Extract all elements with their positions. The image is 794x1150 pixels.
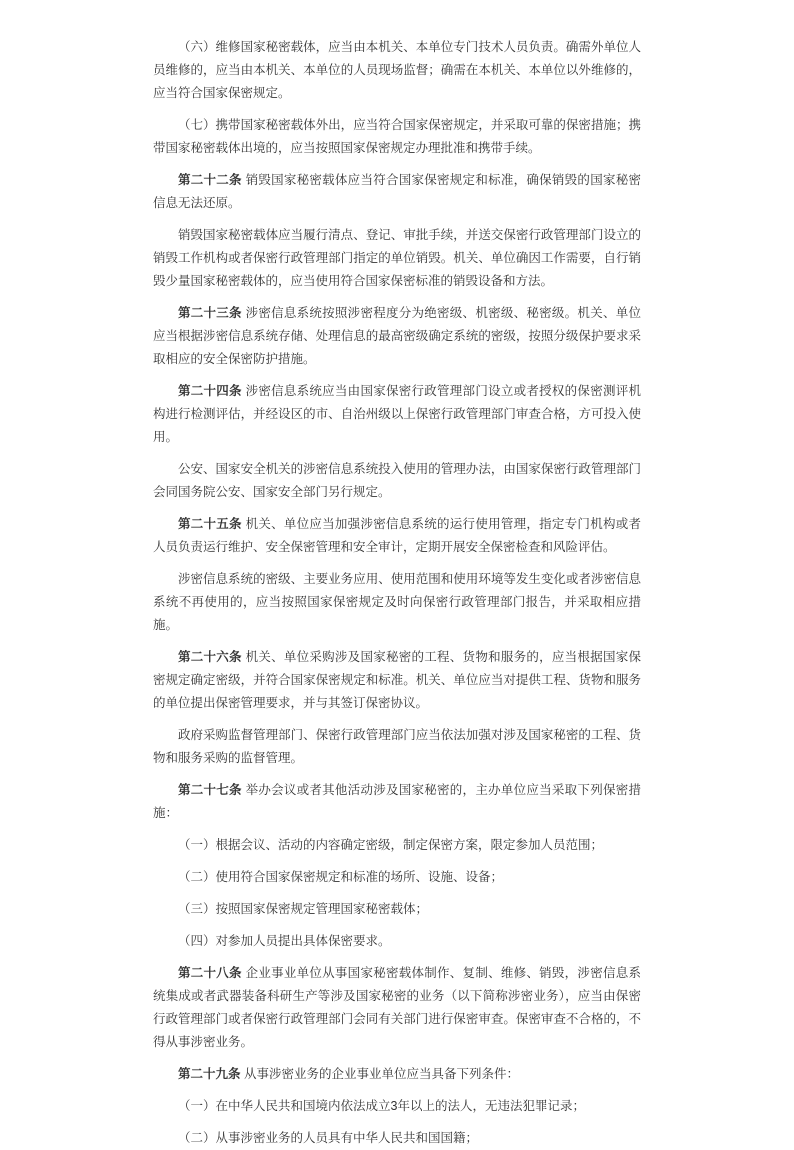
body-paragraph: 政府采购监督管理部门、保密行政管理部门应当依法加强对涉及国家秘密的工程、货物和服务采购的监督管理。 (153, 728, 641, 765)
list-item-paragraph: （二）使用符合国家保密规定和标准的场所、设施、设备； (178, 870, 504, 884)
article-number: 第二十五条 (178, 517, 242, 531)
article-number: 第二十四条 (178, 384, 242, 398)
list-item-paragraph: （一）根据会议、活动的内容确定密级，制定保密方案，限定参加人员范围； (178, 838, 604, 852)
article-paragraph: 第二十九条 从事涉密业务的企业事业单位应当具备下列条件： (178, 1067, 519, 1081)
article-number: 第二十六条 (178, 650, 242, 664)
body-paragraph: 公安、国家安全机关的涉密信息系统投入使用的管理办法，由国家保密行政管理部门会同国务院公安、国家安全部门另行规定。 (153, 462, 641, 499)
list-item-paragraph: （三）按照国家保密规定管理国家秘密载体； (178, 902, 429, 916)
body-paragraph: 销毁国家秘密载体应当履行清点、登记、审批手续，并送交保密行政管理部门设立的销毁工作机构或者保密行政管理部门指定的单位销毁。机关、单位确因工作需要，自行销毁少量国家秘密载体的，应当使用符合国家保密标准的销毁设备和方法。 (153, 228, 641, 288)
list-item-paragraph: （四）对参加人员提出具体保密要求。 (178, 934, 391, 948)
article-number: 第二十三条 (178, 306, 242, 320)
article-number: 第二十二条 (178, 173, 242, 187)
article-number: 第二十八条 (178, 966, 242, 980)
body-paragraph: 涉密信息系统的密级、主要业务应用、使用范围和使用环境等发生变化或者涉密信息系统不再使用的，应当按照国家保密规定及时向保密行政管理部门报告，并采取相应措施。 (153, 572, 641, 632)
article-paragraph: 第二十五条 机关、单位应当加强涉密信息系统的运行使用管理，指定专门机构或者人员负责运行维护、安全保密管理和安全审计，定期开展安全保密检查和风险评估。 (153, 517, 641, 554)
article-paragraph: 第二十三条 涉密信息系统按照涉密程度分为绝密级、机密级、秘密级。机关、单位应当根据涉密信息系统存储、处理信息的最高密级确定系统的密级，按照分级保护要求采取相应的安全保密防护措施。 (153, 306, 641, 366)
list-item-paragraph: （二）从事涉密业务的人员具有中华人民共和国国籍； (178, 1131, 479, 1145)
article-number: 第二十七条 (178, 783, 242, 797)
article-paragraph: 第二十二条 销毁国家秘密载体应当符合国家保密规定和标准，确保销毁的国家秘密信息无法还原。 (153, 173, 641, 210)
article-paragraph: 第二十六条 机关、单位采购涉及国家秘密的工程、货物和服务的，应当根据国家保密规定确定密级，并符合国家保密规定和标准。机关、单位应当对提供工程、货物和服务的单位提出保密管理要求，并与其签订保密协议。 (153, 650, 641, 710)
article-paragraph: 第二十八条 企业事业单位从事国家秘密载体制作、复制、维修、销毁，涉密信息系统集成或者武器装备科研生产等涉及国家秘密的业务（以下简称涉密业务），应当由保密行政管理部门或者保密行政管理部门会同有关部门进行保密审查。保密审查不合格的，不得从事涉密业务。 (153, 966, 641, 1049)
list-item-paragraph: （七）携带国家秘密载体外出，应当符合国家保密规定，并采取可靠的保密措施；携带国家秘密载体出境的，应当按照国家保密规定办理批准和携带手续。 (153, 118, 641, 155)
article-paragraph: 第二十七条 举办会议或者其他活动涉及国家秘密的，主办单位应当采取下列保密措施： (153, 783, 641, 820)
article-paragraph: 第二十四条 涉密信息系统应当由国家保密行政管理部门设立或者授权的保密测评机构进行检测评估，并经设区的市、自治州级以上保密行政管理部门审查合格，方可投入使用。 (153, 384, 641, 444)
list-item-paragraph: （一）在中华人民共和国境内依法成立3年以上的法人，无违法犯罪记录； (178, 1099, 585, 1113)
article-number: 第二十九条 (178, 1067, 241, 1081)
list-item-paragraph: （六）维修国家秘密载体，应当由本机关、本单位专门技术人员负责。确需外单位人员维修的，应当由本机关、本单位的人员现场监督；确需在本机关、本单位以外维修的，应当符合国家保密规定。 (153, 40, 641, 100)
